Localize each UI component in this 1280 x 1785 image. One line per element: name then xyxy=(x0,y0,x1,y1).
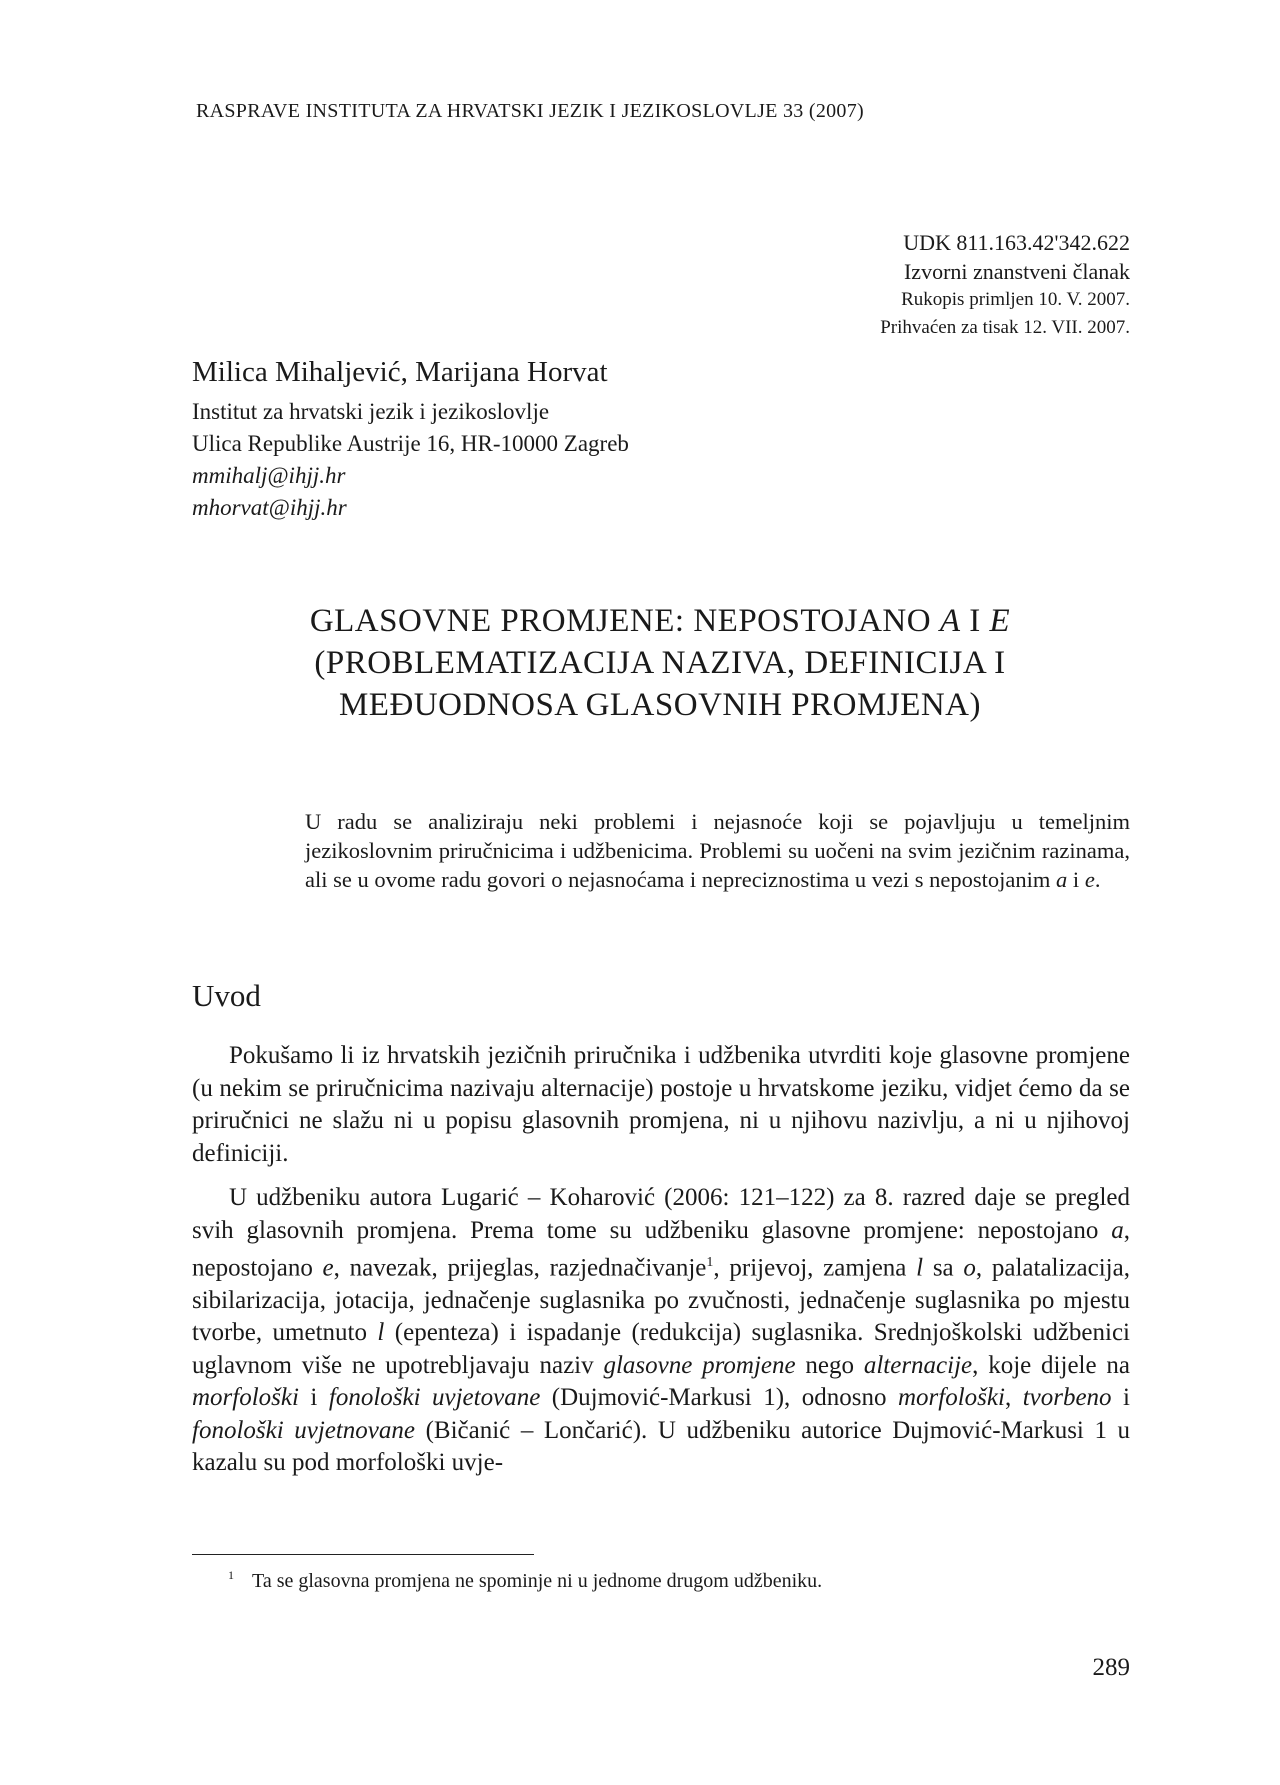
paragraph-1: Pokušamo li iz hrvatskih jezičnih priručnika i udžbenika utvrditi koje glasovne promjene (u nekim se priručnicima nazivaju alternacije) postoje u hrvatskome jeziku, vidjet ćemo da se priručnici ne slažu ni u popisu glasovnih promjena, ni u njihovu nazivlju, a ni u njihovoj definiciji. xyxy=(192,1042,1130,1167)
email-1: mmihalj@ihjj.hr xyxy=(192,463,346,488)
author-affiliation xyxy=(192,396,629,524)
address: Ulica Republike Austrije 16, HR-10000 Zagreb xyxy=(192,431,629,456)
institution: Institut za hrvatski jezik i jezikoslovlje xyxy=(192,399,550,424)
received-date: Rukopis primljen 10. V. 2007. xyxy=(901,289,1130,310)
title-line-2: (PROBLEMATIZACIJA NAZIVA, DEFINICIJA I xyxy=(314,645,1006,681)
title-line-3: MEĐUODNOSA GLASOVNIH PROMJENA) xyxy=(338,687,982,723)
author-names: Milica Mihaljević, Marijana Horvat xyxy=(192,356,608,388)
title-line-1: GLASOVNE PROMJENE: NEPOSTOJANO A I E xyxy=(309,603,1011,639)
footnote-text: Ta se glasovna promjena ne spominje ni u jednome drugom udžbeniku. xyxy=(252,1570,823,1592)
abstract: U radu se analiziraju neki problemi i nejasnoće koji se pojavljuju u temeljnim jezikoslovnim priručnicima i udžbenicima. Problemi su uočeni na svim jezičnim razinama, ali se u ovome radu govori o nejasnoćama i nepreciznostima u vezi s nepostojanim a i e. xyxy=(305,809,1130,892)
article-type: Izvorni znanstveni članak xyxy=(903,259,1130,284)
paragraph-2: U udžbeniku autora Lugarić – Koharović (2006: 121–122) za 8. razred daje se pregled svih glasovnih promjena. Prema tome su udžbeniku glasovne promjene: nepostojano a, nepostojano e, navezak, prijeglas, razjednačivanje$^1$, prijevoj, zamjena l sa o, palatalizacija, sibilarizacija, jotacija, jednačenje suglasnika po zvučnosti, jednačenje suglasnika po mjestu tvorbe, umetnuto l (epenteza) i ispadanje (redukcija) suglasnika. Srednjoškolski udžbenici uglavnom više ne upotrebljavaju naziv glasovne promjene nego alternacije, koje dijele na morfološki i fonološki uvjetovane (Dujmović-Markusi 1), odnosno morfološki, tvorbeno i fonološki uvjetnovane (Bičanić – Lončarić). U udžbeniku autorice Dujmović-Markusi 1 u kazalu su pod morfološki uvje- xyxy=(192,1184,1130,1477)
journal-header: RASPRAVE INSTITUTA ZA HRVATSKI JEZIK I JEZIKOSLOVLJE 33 (2007) xyxy=(196,100,864,122)
footnote-mark: 1 xyxy=(228,1568,234,1582)
paper-title xyxy=(190,600,1130,726)
udk-code: UDK 811.163.42'342.622 xyxy=(903,230,1130,255)
accepted-date: Prihvaćen za tisak 12. VII. 2007. xyxy=(880,317,1130,338)
footnote-divider xyxy=(192,1554,534,1555)
footnote xyxy=(228,1570,822,1593)
page-number: 289 xyxy=(1092,1654,1130,1681)
email-2: mhorvat@ihjj.hr xyxy=(192,495,347,520)
section-heading: Uvod xyxy=(192,978,261,1013)
body-text xyxy=(192,1040,1130,1492)
article-metadata xyxy=(880,228,1130,342)
footnote-ref[interactable]: 1 xyxy=(706,1255,714,1270)
